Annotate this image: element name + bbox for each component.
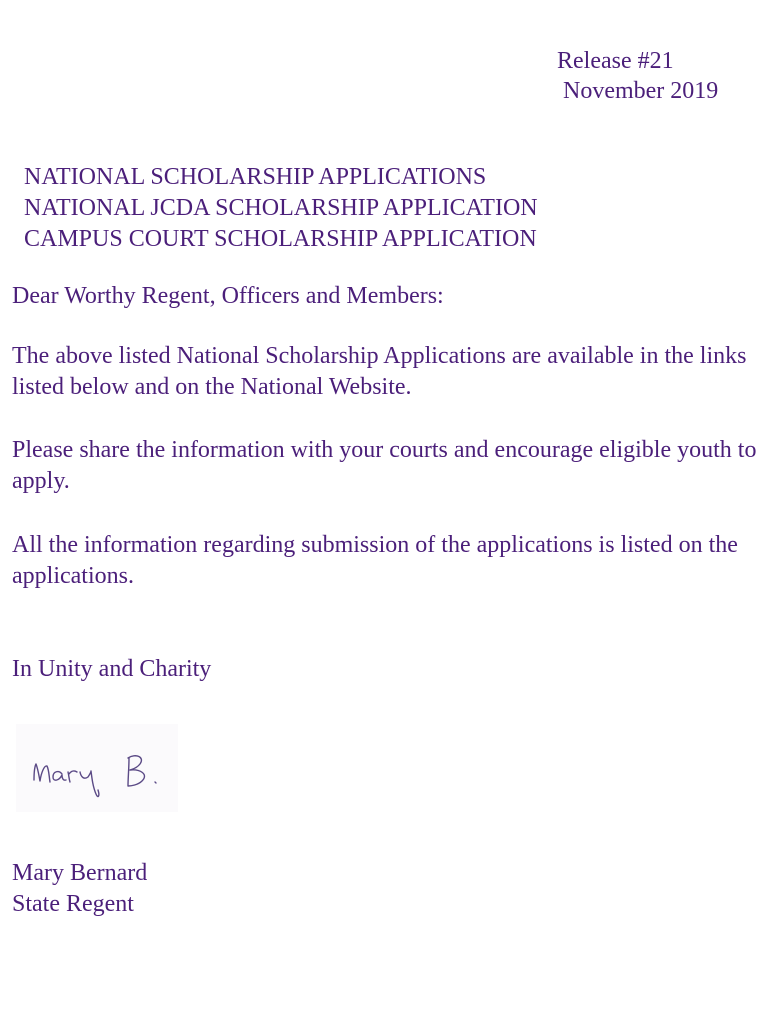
- paragraph-share: Please share the information with your courts and encourage eligible youth to apply.: [12, 437, 757, 494]
- paragraph-submission: All the information regarding submission of the applications is listed on the applications.: [12, 532, 738, 589]
- signer-block: [12, 858, 147, 920]
- release-block: [557, 46, 718, 106]
- salutation: Dear Worthy Regent, Officers and Members:: [12, 283, 444, 309]
- signature-image: [16, 724, 178, 812]
- closing-line: In Unity and Charity: [12, 656, 212, 682]
- paragraph-availability: The above listed National Scholarship Applications are available in the links listed below and on the National Website.: [12, 343, 747, 400]
- release-number: Release #21: [557, 48, 674, 74]
- release-date: November 2019: [563, 78, 719, 104]
- heading-national-scholarship: NATIONAL SCHOLARSHIP APPLICATIONS: [24, 164, 487, 190]
- signer-name: Mary Bernard: [12, 860, 148, 886]
- handwritten-signature: [16, 724, 178, 812]
- heading-jcda-scholarship: NATIONAL JCDA SCHOLARSHIP APPLICATION: [24, 195, 538, 221]
- signer-title: State Regent: [12, 891, 134, 917]
- heading-campus-court-scholarship: CAMPUS COURT SCHOLARSHIP APPLICATION: [24, 226, 537, 252]
- application-headings: [24, 162, 538, 255]
